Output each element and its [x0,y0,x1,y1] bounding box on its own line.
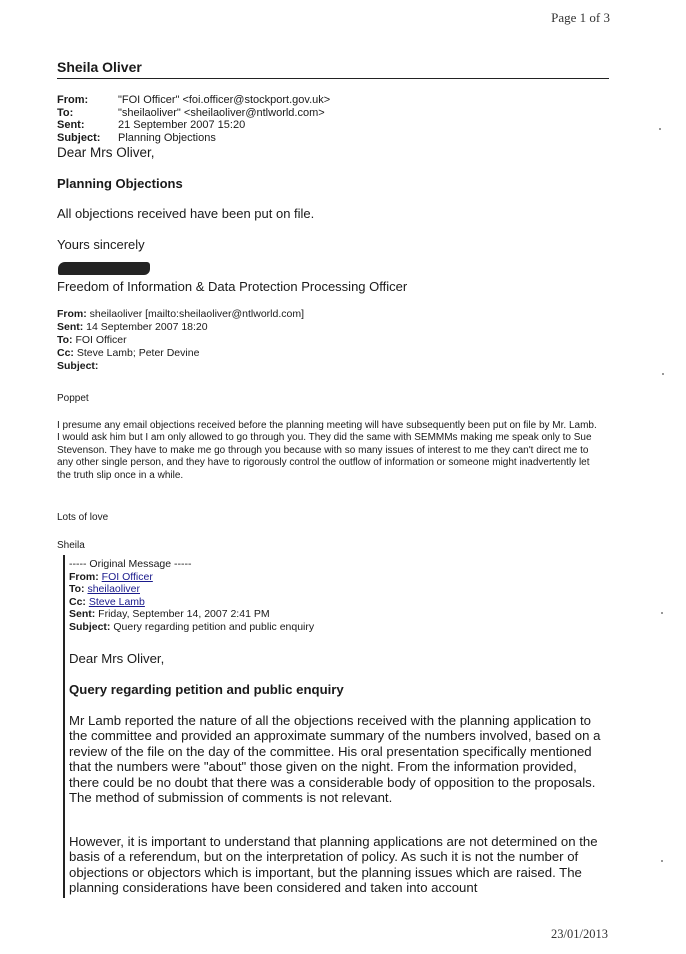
sent-label: Sent: [57,119,85,132]
email1-greeting: Dear Mrs Oliver, [57,145,155,160]
email1-heading: Planning Objections [57,176,183,191]
email1-header [57,94,330,144]
subject-label: Subject: [57,360,99,372]
scan-speck [659,128,661,130]
footer-date: 23/01/2013 [551,927,608,941]
to-label: To: [69,583,85,595]
subject-value: Query regarding petition and public enquiry [113,620,315,633]
sent-label: Sent: [69,608,96,620]
redacted-signature [58,262,150,275]
to-value: FOI Officer [75,334,127,346]
to-link[interactable]: sheilaoliver [87,583,140,595]
email2-signature: Sheila [57,540,85,551]
page-number: Page 1 of 3 [551,10,610,25]
original-paragraph-2: However, it is important to understand that planning applications are not determined on the basis of a referendum, but on the interpretation of policy. As such it is not the number of objections or objectors which is important, but the planning issues which are raised. The planning considerations have been considered and taken into account [69,834,598,896]
sent-value: Friday, September 14, 2007 2:41 PM [98,608,270,620]
scan-speck [661,612,663,614]
email1-closing: Yours sincerely [57,237,145,252]
cc-label: Cc: [69,595,86,608]
email2-body: I presume any email objections received before the planning meeting will have subsequently been put on file by Mr. Lamb. I would ask him but I am only allowed to go through you. They did the same with SEMMMs making me speak only to Sue Stevenson. They have to make me go through you because with so many issues of interest to me they can't direct me to any other single person, and they have to rigorously control the outflow of information or someone might inadvertently let the truth slip once in a while. [57,420,597,481]
email2-header [57,308,304,373]
scan-speck [661,860,663,862]
from-label: From: [57,308,87,320]
document-title: Sheila Oliver [57,59,609,79]
sent-value: 14 September 2007 18:20 [86,321,208,333]
email2-salutation: Poppet [57,393,89,404]
subject-label: Subject: [57,131,101,144]
from-value: sheilaoliver [mailto:sheilaoliver@ntlworld.com] [89,308,304,320]
to-value: "sheilaoliver" <sheilaoliver@ntlworld.com> [118,106,325,119]
cc-value: Steve Lamb; Peter Devine [76,347,200,359]
quote-bar [63,555,65,898]
original-message-marker: ----- Original Message ----- [69,558,192,570]
original-heading: Query regarding petition and public enquiry [69,682,344,697]
from-label: From: [69,570,99,583]
subject-label: Subject: [69,620,111,633]
from-link[interactable]: FOI Officer [101,570,153,583]
to-label: To: [57,334,73,346]
sent-value: 21 September 2007 15:20 [118,119,246,132]
email2-closing: Lots of love [57,512,109,523]
email1-body: All objections received have been put on file. [57,206,315,221]
from-value: "FOI Officer" <foi.officer@stockport.gov.uk> [118,94,331,106]
sent-label: Sent: [57,321,84,333]
original-message-header [69,558,314,633]
from-label: From: [57,94,89,106]
to-label: To: [57,106,74,119]
subject-value: Planning Objections [118,131,216,144]
scan-speck [662,373,664,375]
cc-link[interactable]: Steve Lamb [88,595,145,608]
cc-label: Cc: [57,347,74,359]
original-paragraph-1: Mr Lamb reported the nature of all the objections received with the planning application to the committee and provided an approximate summary of the numbers involved, based on a review of the file on the day of the committee. His oral presentation specifically mentioned that the numbers were "about" those given on the night. From the information provided, there could be no doubt that there was a considerable body of opposition to the proposals. The method of submission of comments is not relevant. [69,713,601,806]
email1-signature-title: Freedom of Information & Data Protection Processing Officer [57,279,408,294]
original-greeting: Dear Mrs Oliver, [69,651,165,666]
